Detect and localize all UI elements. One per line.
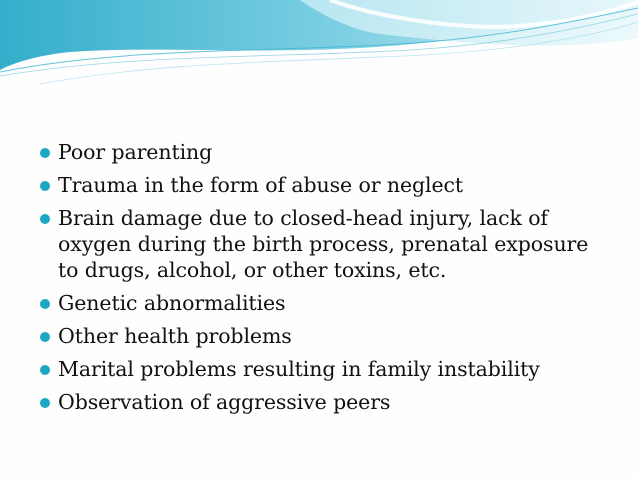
bullet-item: [40, 172, 610, 198]
bullet-text: Trauma in the form of abuse or neglect: [58, 173, 464, 197]
bullet-text: Poor parenting: [58, 140, 213, 164]
bullet-dot-icon: [40, 148, 50, 158]
bullet-item: [40, 323, 610, 349]
bullet-text: Other health problems: [58, 324, 292, 348]
bullet-text: Marital problems resulting in family instability: [58, 357, 540, 381]
bullet-dot-icon: [40, 299, 50, 309]
bullet-text: Brain damage due to closed-head injury, lack of oxygen during the birth process, prenatal exposure to drugs, alcohol, or other toxins, etc.: [58, 206, 589, 282]
bullet-item: [40, 139, 610, 165]
bullet-item: [40, 205, 610, 283]
bullet-item: [40, 290, 610, 316]
bullet-item: [40, 389, 610, 415]
bullet-item: [40, 356, 610, 382]
bullet-dot-icon: [40, 332, 50, 342]
header-wave-decoration: [0, 0, 638, 90]
bullet-text: Observation of aggressive peers: [58, 390, 391, 414]
bullet-dot-icon: [40, 365, 50, 375]
bullet-text: Genetic abnormalities: [58, 291, 286, 315]
bullet-dot-icon: [40, 214, 50, 224]
bullet-list: [40, 139, 610, 422]
bullet-dot-icon: [40, 398, 50, 408]
bullet-dot-icon: [40, 181, 50, 191]
